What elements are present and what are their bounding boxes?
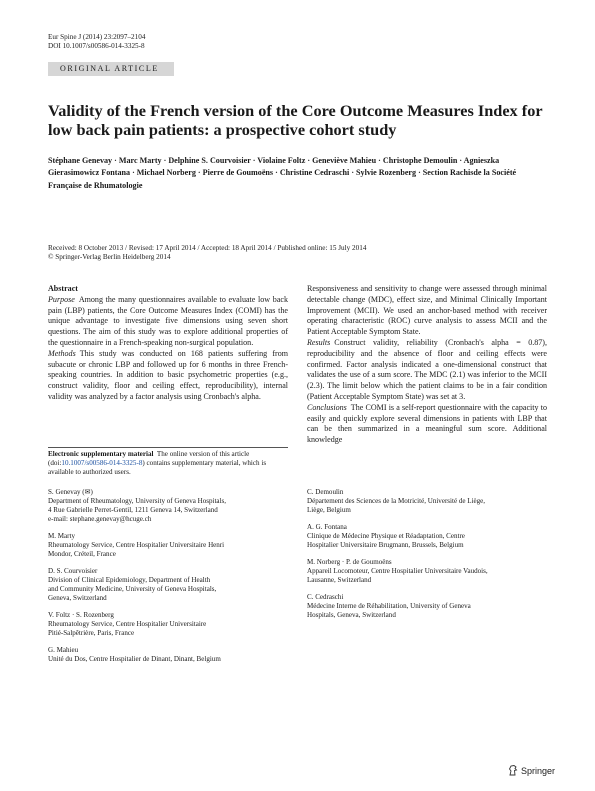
affiliation-line: Rheumatology Service, Centre Hospitalier Universitaire <box>48 620 207 628</box>
abstract-conclusions <box>307 403 547 446</box>
esm-text-pre: The online version of this article (doi: <box>48 450 250 467</box>
abstract-purpose <box>48 295 288 349</box>
journal-reference: Eur Spine J (2014) 23:2097–2104 <box>48 33 146 41</box>
article-type-label: ORIGINAL ARTICLE <box>60 64 159 73</box>
affiliation-name: G. Mahieu <box>48 646 79 654</box>
affiliation-block <box>307 593 552 620</box>
affiliation-line: Department of Rheumatology, University of Geneva Hospitals, <box>48 497 227 505</box>
affiliation-line: Lausanne, Switzerland <box>307 576 372 584</box>
methods-label: Methods <box>48 348 76 358</box>
article-title: Validity of the French version of the Core Outcome Measures Index for low back pain patients: a prospective cohort study <box>48 101 543 139</box>
affiliation-line: Clinique de Médecine Physique et Réadaptation, Centre <box>307 532 465 540</box>
affiliation-name: V. Foltz · S. Rozenberg <box>48 611 114 619</box>
affiliation-line: Rheumatology Service, Centre Hospitalier Universitaire Henri <box>48 541 225 549</box>
affiliation-name: M. Norberg · P. de Goumoëns <box>307 558 392 566</box>
affiliation-block <box>307 558 552 585</box>
affiliation-line: Geneva, Switzerland <box>48 594 107 602</box>
affiliation-block <box>48 646 293 664</box>
copyright-line: © Springer-Verlag Berlin Heidelberg 2014 <box>48 253 171 262</box>
affiliations-right <box>307 488 552 620</box>
publication-dates <box>48 244 366 262</box>
affiliation-line: Appareil Locomoteur, Centre Hospitalier Universitaire Vaudois, <box>307 567 488 575</box>
conclusions-text: The COMI is a self-report questionnaire with the capacity to easily and quickly explore several dimensions in patients with LBP that can be then summarized in a meaningful sum score. Additional knowledge <box>307 402 547 445</box>
methods-continued: Responsiveness and sensitivity to change were assessed through minimal detectable change (MDC), effect size, and Minimal Clinically Important Improvement (MCII). We used an anchor-based method with receiver operating characteristic (ROC) curve analysis to assess MCII and the Patient Acceptable Symptom State. <box>307 284 547 337</box>
affiliation-block <box>48 532 293 559</box>
affiliation-line: Hospitalier Universitaire Brugmann, Brussels, Belgium <box>307 541 464 549</box>
affiliation-block <box>48 611 293 638</box>
contact-email[interactable]: e-mail: stephane.genevay@hcuge.ch <box>48 515 152 523</box>
affiliation-block <box>48 567 293 603</box>
affiliation-line: 4 Rue Gabrielle Perret-Gentil, 1211 Geneva 14, Switzerland <box>48 506 218 514</box>
affiliation-line: Mondor, Créteil, France <box>48 550 116 558</box>
affiliation-name: M. Marty <box>48 532 76 540</box>
abstract-heading: Abstract <box>48 284 78 293</box>
purpose-text: Among the many questionnaires available to evaluate low back pain (LBP) patients, the Core Outcome Measures Index (COMI) has the unique advantage to investigate five dimensions using seven short questions. The aim of this study was to explore additional properties of the questionnaire in a French-speaking non-surgical population. <box>48 294 288 347</box>
purpose-label: Purpose <box>48 294 75 304</box>
conclusions-label: Conclusions <box>307 402 347 412</box>
affiliation-name: C. Demoulin <box>307 488 344 496</box>
affiliation-line: Médecine Interne de Réhabilitation, University of Geneva <box>307 602 471 610</box>
affiliation-line: and Community Medicine, University of Geneva Hospitals, <box>48 585 217 593</box>
affiliation-name: D. S. Courvoisier <box>48 567 98 575</box>
abstract-left-column <box>48 284 288 403</box>
abstract-methods <box>48 349 288 403</box>
methods-text: This study was conducted on 168 patients suffering from subacute or chronic LBP and followed up for 6 months in three French-speaking countries. In addition to basic psychometric properties (e.g., construct validity, floor and ceiling effect, reproducibility), internal validity was analyzed by a factor analysis using Cronbach's alpha. <box>48 348 288 401</box>
doi-line: DOI 10.1007/s00586-014-3325-8 <box>48 42 145 50</box>
esm-note <box>48 450 288 476</box>
affiliation-block <box>307 488 552 515</box>
results-label: Results <box>307 337 331 347</box>
affiliation-block <box>307 523 552 550</box>
affiliation-name: S. Genevay (✉) <box>48 488 93 496</box>
esm-doi-link[interactable]: 10.1007/s00586-014-3325-8 <box>61 458 143 467</box>
abstract-results <box>307 338 547 403</box>
affiliation-line: Division of Clinical Epidemiology, Department of Health <box>48 576 211 584</box>
esm-text-post: ) contains supplementary material, which is available to authorized users. <box>48 458 267 476</box>
affiliation-line: Département des Sciences de la Motricité, Université de Liège, <box>307 497 486 505</box>
affiliation-line: Liège, Belgium <box>307 506 351 514</box>
esm-label: Electronic supplementary material <box>48 450 154 458</box>
footnote-rule <box>48 447 288 448</box>
results-text: Construct validity, reliability (Cronbach's alpha = 0.87), reproducibility and the absence of floor and ceiling effects were confirmed. Factor analysis indicated a one-dimensional construct that validates the use of a sum score. The MDC (2.1) was inferior to the MCII (2.3). The limit below which the patient claims to be in a fair condition (Patient Acceptable Symptom State) was set at 3. <box>307 337 547 401</box>
author-list: Stéphane Genevay · Marc Marty · Delphine S. Courvoisier · Violaine Foltz · Geneviève Mahieu · Christophe Demoulin · Agnieszka Gierasimowicz Fontana · Michael Norberg · Pierre de Goumoëns · Christine Cedraschi · Sylvie Rozenberg · Section Rachisde la Société Française de Rhumatologie <box>48 156 517 190</box>
affiliation-name: A. G. Fontana <box>307 523 347 531</box>
publisher-logo <box>508 765 555 776</box>
affiliations-left <box>48 488 293 664</box>
publisher-name: Springer <box>521 765 556 776</box>
affiliation-block <box>48 488 293 524</box>
affiliation-line: Unité du Dos, Centre Hospitalier de Dinant, Dinant, Belgium <box>48 655 221 663</box>
affiliation-name: C. Cedraschi <box>307 593 344 601</box>
abstract-right-column <box>307 284 547 446</box>
affiliation-line: Pitié-Salpêtrière, Paris, France <box>48 629 135 637</box>
date-history: Received: 8 October 2013 / Revised: 17 April 2014 / Accepted: 18 April 2014 / Published online: 15 July 2014 <box>48 244 367 252</box>
springer-horse-icon <box>508 765 518 776</box>
affiliation-line: Hospitals, Geneva, Switzerland <box>307 611 396 619</box>
